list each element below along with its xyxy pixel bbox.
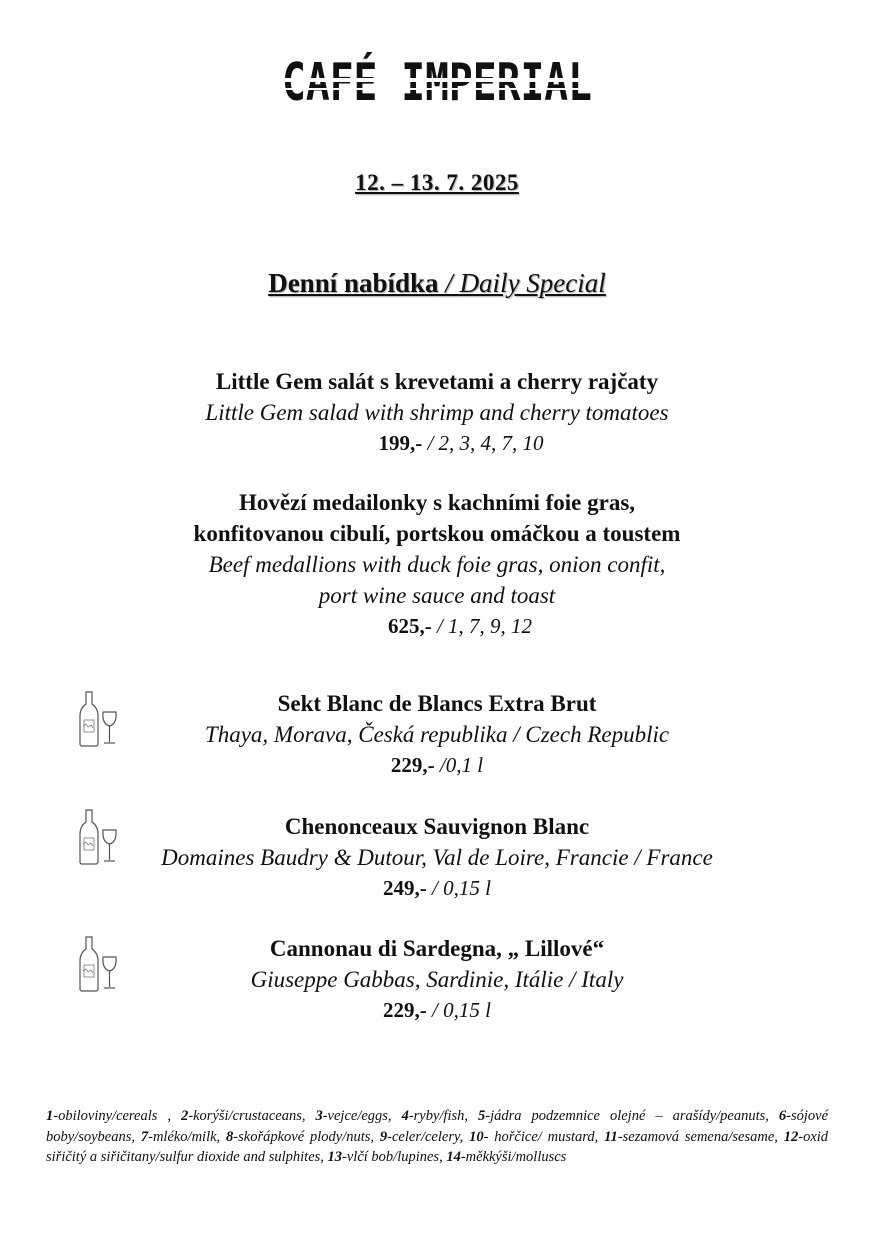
allergen-number: 1 [46,1108,54,1124]
allergen-number: 8 [226,1128,234,1145]
allergen-number: 3 [315,1108,323,1124]
wine-item [0,811,874,904]
dish-name-en: Little Gem salad with shrimp and cherry tomatoes [205,400,669,425]
title-cz: Denní nabídka [268,268,439,298]
allergen-label: -vlčí bob/lupines, [342,1149,443,1165]
dish-price: 625,- [387,614,432,638]
dish-item [0,366,874,459]
title-en: Daily Special [459,268,606,298]
dish-price: 199,- [378,431,423,455]
dish-price-line [0,611,874,642]
wine-origin: Domaines Baudry & Dutour, Val de Loire, Francie / France [161,845,713,870]
title-separator: / [438,268,460,298]
wine-price-line [0,750,874,781]
allergen-label: -vejce/eggs, [322,1108,392,1124]
allergen-label: -korýši/crustaceans, [188,1108,306,1124]
allergen-number: 11 [604,1128,618,1145]
allergen-number: 2 [181,1108,189,1124]
allergen-number: 6 [778,1108,787,1124]
allergen-number: 10 [469,1128,484,1145]
allergen-label: -měkkýši/molluscs [460,1149,567,1165]
wine-name: Cannonau di Sardegna, „ Lillové“ [269,936,605,961]
allergen-label: -jádra podzemnice olejné – arašídy/peanuts, [485,1108,769,1124]
wine-volume: /0,1 l [434,753,484,777]
wine-item [0,688,874,781]
allergen-number: 5 [478,1108,486,1124]
wine-item [0,933,874,1026]
dish-price-line [0,428,874,459]
wine-origin: Giuseppe Gabbas, Sardinie, Itálie / Italy [250,967,624,992]
allergen-legend [46,1106,828,1168]
wine-origin: Thaya, Morava, Česká republika / Czech Republic [204,722,670,747]
dish-allergens: / 1, 7, 9, 12 [436,614,533,638]
wine-price-line [0,873,874,904]
wine-name: Sekt Blanc de Blancs Extra Brut [277,691,597,716]
dish-name-en: Beef medallions with duck foie gras, onion confit, [208,552,666,577]
logo-text: CAFÉ IMPERIAL [282,53,689,113]
dish-name-cz: konfitovanou cibulí, portskou omáčkou a toustem [193,521,681,546]
allergen-label: -celer/celery, [387,1128,464,1145]
allergen-number: 9 [379,1128,388,1145]
cafe-imperial-logo [0,44,874,113]
allergen-label: -obiloviny/cereals , [53,1108,172,1124]
allergen-label: -mléko/milk, [148,1128,221,1145]
dish-allergens: / 2, 3, 4, 7, 10 [427,431,544,455]
allergen-number: 7 [140,1128,149,1145]
page-title [0,268,874,299]
allergen-number: 12 [783,1128,799,1145]
wine-price: 229,- [390,753,435,777]
allergen-label: - hořčice/ mustard, [483,1128,599,1145]
allergen-number: 4 [401,1108,409,1124]
allergen-label: -oxid siřičitý a siřičitany/sulfur dioxide and sulphites, [46,1128,829,1165]
wine-volume: / 0,15 l [426,876,491,900]
allergen-number: 14 [446,1149,461,1165]
allergen-label: -ryby/fish, [408,1108,469,1124]
wine-volume: / 0,15 l [426,998,491,1022]
allergen-number: 13 [327,1149,343,1165]
allergen-label: -sezamová semena/sesame, [617,1128,778,1145]
allergen-label: -skořápkové plody/nuts, [233,1128,375,1145]
menu-date: 12. – 13. 7. 2025 [355,170,519,195]
dish-name-cz: Little Gem salát s krevetami a cherry rajčaty [215,369,659,394]
dish-item [0,487,874,642]
wine-price: 229,- [383,998,427,1022]
dish-name-cz: Hovězí medailonky s kachními foie gras, [238,490,636,515]
wine-price-line [0,995,874,1026]
wine-name: Chenonceaux Sauvignon Blanc [284,814,590,839]
allergen-label: -sójové boby/soybeans, [46,1108,829,1145]
dish-name-en: port wine sauce and toast [318,583,556,608]
wine-price: 249,- [383,876,427,900]
logo-wordmark [277,44,689,113]
